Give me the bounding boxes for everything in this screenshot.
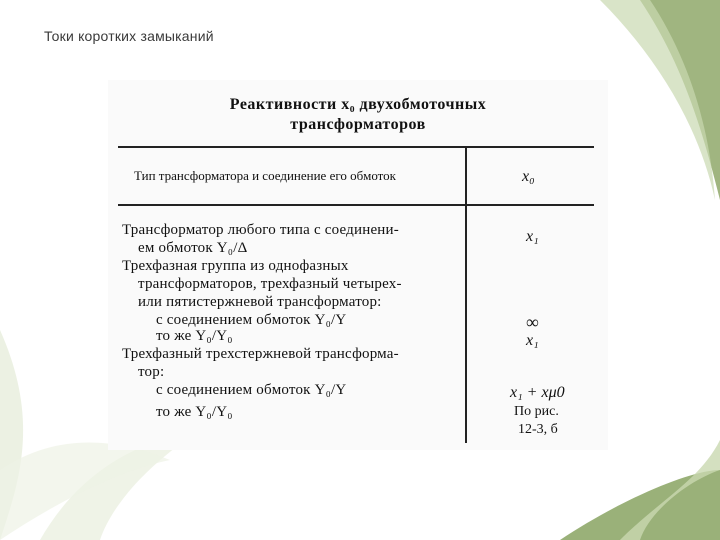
row3-line4: то же Y₀/Y₀ — [156, 404, 233, 420]
row3-line3: с соединением обмоток Y₀/Y — [156, 382, 347, 398]
table-title-line1: Реактивности x₀ двухобмоточных — [229, 96, 487, 113]
table-header-rule — [118, 204, 594, 206]
row3-value-ref1: По рис. — [514, 404, 559, 419]
row2-line3: или пятистержневой трансформатор: — [138, 294, 382, 310]
row2-line5: то же Y₀/Y₀ — [156, 328, 233, 344]
row2-line2: трансформаторов, трехфазный четырех- — [138, 276, 402, 292]
table-top-rule — [118, 146, 594, 148]
slide-header: Токи коротких замыканий — [44, 28, 214, 44]
row2-value-infinity: ∞ — [526, 312, 539, 332]
row1-line1: Трансформатор любого типа с соединени- — [122, 222, 399, 238]
row3-value-ref2: 12-3, б — [518, 422, 558, 437]
column-header-x0: x₀ — [522, 168, 535, 185]
row3-line2: тор: — [138, 364, 165, 380]
column-header-type: Тип трансформатора и соединение его обмоток — [134, 168, 396, 183]
row3-line1: Трехфазный трехстержневой трансформа- — [122, 346, 399, 362]
row2-line4: с соединением обмоток Y₀/Y — [156, 312, 347, 328]
row2-line1: Трехфазная группа из однофазных — [122, 258, 349, 274]
row3-value-sum: x₁ + xμ0 — [510, 384, 565, 401]
row1-line2: ем обмоток Y₀/Δ — [138, 240, 248, 256]
row2-value-x1: x₁ — [526, 332, 539, 349]
table-column-divider — [465, 148, 467, 443]
row1-value: x₁ — [526, 228, 539, 245]
table-title-line2: трансформаторов — [290, 116, 426, 133]
